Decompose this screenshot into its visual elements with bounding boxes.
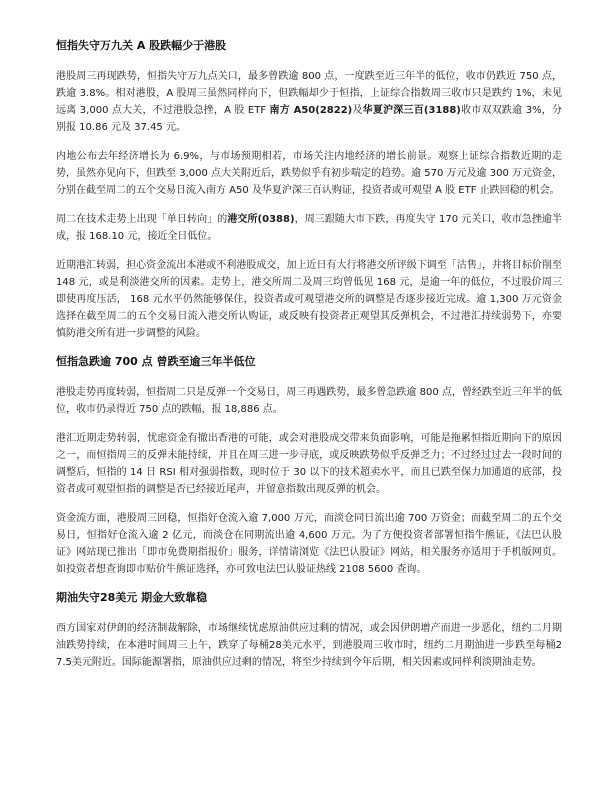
paragraph [56,211,562,245]
text-run: 资金流方面，港股周三回稳，恒指好仓流入逾 7,000 万元，而淡仓同日流出逾 700 万资金；而截至周二的五个交易日，恒指好仓流入逾 2 亿元，而淡仓在同期流出逾 4,600 万元。为了方便投资者部署恒指牛熊证，《法巴认股证》网站现已推出「即市免费期指报价」服务，详情请浏览《法巴认股证》网站，相关服务亦适用于手机版网页。如投资者想查询即市贴价牛熊证选择，亦可致电法巴认股证热线 2108 5600 查询。 [56,513,562,575]
bold-text: 港交所(0388) [227,214,295,225]
text-run: 收市双双跌逾 3%，分别报 10.86 元及 37.45 元。 [56,105,563,133]
section-heading: 恒指失守万九关 A 股跌幅少于港股 [56,39,227,52]
paragraph [56,148,562,199]
text-run: 及 [352,105,363,116]
text-run: 近期港汇转弱，担心资金流出本港或不利港股成交，加上近日有大行将港交所评级下调至「沽售」，并将目标价削至 148 元，或是利淡港交所的因素。走势上，港交所周二及周三均曾低见 168 元，是逾一年的低位，不过股价周三即使再度压活， 168 元水平仍然能够保住，投资者或可观望港交所的调整是否逐步接近完成。逾 1,300 万元资金选择在截至周二的五个交易日流入港交所认购证，或反映有投资者正观望其反弹机会，不过港汇持续弱势下，亦要慎防港交所有进一步调整的风险。 [56,260,562,339]
bold-text: 南方 A50(2822) [269,105,353,116]
text-run: ，周三跟随大市下跌，再度失守 170 元关口，收市急挫逾半成，报 168.10 元，接近全日低位。 [56,214,563,242]
text-run: 西方国家对伊朗的经济制裁解除，市场继续忧虑原油供应过剩的情况，或会因伊朗增产而进一步恶化，纽约二月期油跌势持续，在本港时间周三上午，跌穿了每桶28美元水平，到港股周三收市时，纽约二月期油进一步跌至每桶27.5美元附近。国际能源署指，原油供应过剩的情况，将至少持续到今年后期，相关因素或同样利淡期油走势。 [56,623,562,668]
paragraph [56,68,562,136]
paragraph [56,430,562,498]
text-run: 内地公布去年经济增长为 6.9%，与市场预期相若，市场关注内地经济的增长前景。观察上证综合指数近期的走势，虽然亦见向下，但跌至 3,000 点大关附近后，跌势似乎有初步喘定的趋势。逾 570 万元及逾 300 万元资金，分别在截至周二的五个交易日流入南方 A50 及华夏沪深三百认购证，投资者或可观望 A 股 ETF 止跌回稳的机会。 [56,151,562,196]
section-heading: 期油失守28美元 期金大致靠稳 [56,591,208,604]
paragraph [56,510,562,578]
paragraph [56,257,562,342]
text-run: 港汇近期走势转弱，忧虑资金有撤出香港的可能，或会对港股成交带来负面影响，可能是拖累恒指近期向下的原因之一，而恒指周三的反弹未能持续，并且在周三进一步寻底，或反映跌势似乎反弹乏力；不过经过过去一段时间的调整后，恒指的 14 日 RSI 相对强弱指数，现时位于 30 以下的技术超卖水平，而且已跌至保力加通道的底部，投资者或可观望恒指的调整是否已经接近尾声，并留意指数出现反弹的机会。 [56,433,562,495]
text-run: 港股走势再度转弱，恒指周二只是反弹一个交易日，周三再遇跌势，最多曾急跌逾 800 点，曾经跌至近三年半的低位，收市仍录得近 750 点的跌幅，报 18,886 点。 [56,387,562,415]
paragraph [56,384,562,418]
text-run: 港股周三再现跌势，恒指失守万九点关口，最多曾跌逾 800 点，一度跌至近三年半的低位，收市仍跌近 750 点，跌逾 3.8%。相对港股，A 股周三虽然同样向下，但跌幅却少于恒指，上证综合指数周三收市只是跌约 1%，未见远离 3,000 点大关，不过港股急挫，A 股 ETF [56,71,562,116]
text-run: 周二在技术走势上出现「单日转向」的 [56,214,228,225]
document-page [56,38,562,683]
paragraph [56,620,562,671]
bold-text: 华夏沪深三百(3188) [362,105,461,116]
section-heading: 恒指急跌逾 700 点 曾跌至逾三年半低位 [56,355,256,368]
